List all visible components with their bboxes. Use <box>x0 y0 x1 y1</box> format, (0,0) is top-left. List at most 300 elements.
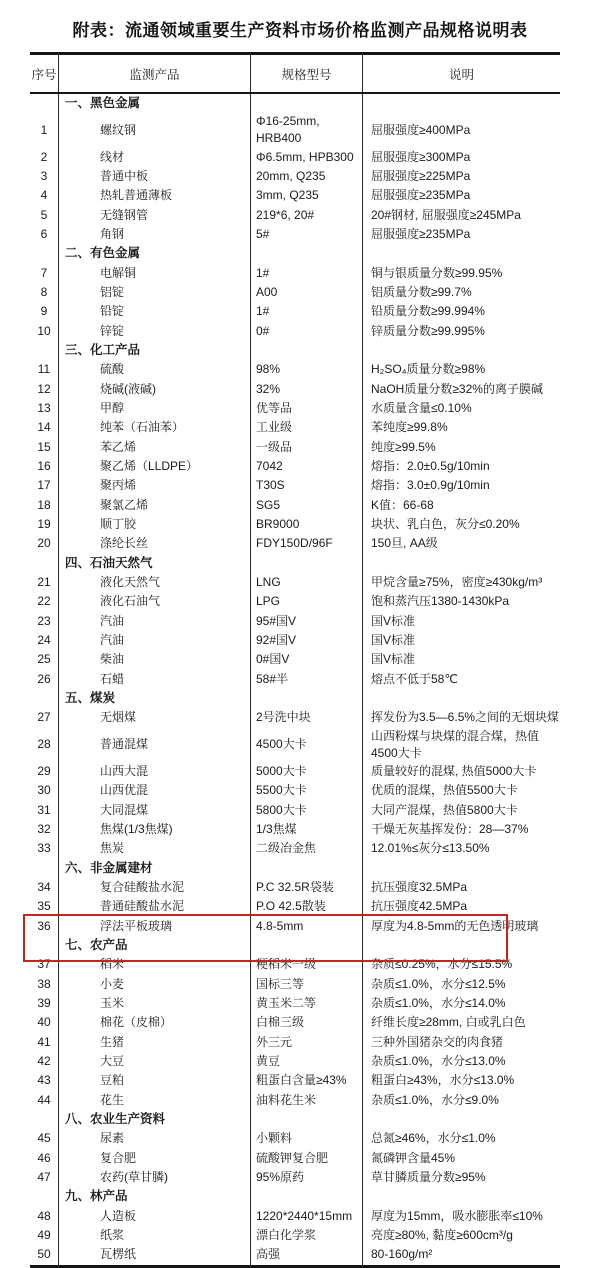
cell-desc <box>363 689 560 708</box>
cell-no: 29 <box>30 762 59 781</box>
table-row <box>30 1245 560 1264</box>
table-row <box>30 1129 560 1148</box>
table-row <box>30 994 560 1013</box>
cell-no: 26 <box>30 670 59 689</box>
cell-product: 山西大混 <box>59 762 251 781</box>
cell-product: 线材 <box>59 147 251 166</box>
cell-desc: 水质量含量≤0.10% <box>371 400 472 415</box>
cell-product: 农药(草甘膦) <box>59 1168 251 1187</box>
section-row <box>30 554 560 573</box>
cell-no: 21 <box>30 573 59 592</box>
cell-spec: 58#半 <box>251 670 363 689</box>
table-row <box>30 263 560 282</box>
cell-desc: 块状、乳白色，灰分≤0.20% <box>371 517 520 532</box>
cell-no: 13 <box>30 399 59 418</box>
cell-no: 1 <box>30 113 59 147</box>
section-row <box>30 936 560 955</box>
cell-desc: 熔指：2.0±0.5g/10min <box>371 459 490 474</box>
cell-spec <box>251 341 363 360</box>
cell-product: 纯苯（石油苯） <box>59 418 251 437</box>
cell-no: 32 <box>30 820 59 839</box>
cell-product: 瓦楞纸 <box>59 1245 251 1264</box>
section-row <box>30 1110 560 1129</box>
cell-spec: 20mm, Q235 <box>251 167 363 186</box>
table-row <box>30 573 560 592</box>
cell-desc: 屈服强度≥225MPa <box>371 168 471 183</box>
cell-desc: 杂质≤0.25%，水分≤15.5% <box>371 957 513 972</box>
cell-no: 2 <box>30 147 59 166</box>
cell-no: 50 <box>30 1245 59 1264</box>
cell-spec: LNG <box>251 573 363 592</box>
cell-no: 6 <box>30 225 59 244</box>
cell-product: 焦煤(1/3焦煤) <box>59 820 251 839</box>
cell-spec: 1# <box>251 263 363 282</box>
section-row <box>30 244 560 263</box>
cell-product: 液化天然气 <box>59 573 251 592</box>
cell-no <box>30 1187 59 1206</box>
cell-desc: 抗压强度32.5MPa <box>371 879 468 894</box>
cell-desc: 甲烷含量≥75%，密度≥430kg/m³ <box>371 575 543 590</box>
cell-no: 3 <box>30 167 59 186</box>
cell-product: 甲醇 <box>59 399 251 418</box>
cell-spec <box>251 858 363 877</box>
table-row <box>30 800 560 819</box>
cell-desc: 挥发份为3.5—6.5%之间的无烟块煤 <box>371 710 560 725</box>
cell-no: 44 <box>30 1091 59 1110</box>
cell-desc: 山西粉煤与块煤的混合煤，热值4500大卡 <box>371 728 540 760</box>
cell-spec: 白棉三级 <box>251 1013 363 1032</box>
cell-product: 浮法平板玻璃 <box>59 916 251 935</box>
cell-product: 涤纶长丝 <box>59 534 251 553</box>
cell-desc: 杂质≤1.0%，水分≤9.0% <box>371 1092 499 1107</box>
cell-no <box>30 341 59 360</box>
cell-desc: 国V标准 <box>371 652 416 667</box>
cell-spec: 国标三等 <box>251 974 363 993</box>
table-row <box>30 670 560 689</box>
table-row <box>30 302 560 321</box>
table-header-row <box>30 55 560 94</box>
cell-product: 复合肥 <box>59 1149 251 1168</box>
cell-product: 山西优混 <box>59 781 251 800</box>
cell-spec: 黄玉米二等 <box>251 994 363 1013</box>
cell-spec: 3mm, Q235 <box>251 186 363 205</box>
spec-table <box>30 52 560 1268</box>
cell-spec: 1# <box>251 302 363 321</box>
cell-spec: 4500大卡 <box>251 728 363 762</box>
cell-desc: 质量较好的混煤, 热值5000大卡 <box>371 763 537 778</box>
cell-no: 35 <box>30 897 59 916</box>
section-label: 三、化工产品 <box>59 341 251 360</box>
cell-no: 19 <box>30 515 59 534</box>
cell-product: 汽油 <box>59 631 251 650</box>
cell-product: 纸浆 <box>59 1226 251 1245</box>
cell-spec: 219*6, 20# <box>251 205 363 224</box>
section-label: 九、林产品 <box>59 1187 251 1206</box>
table-row <box>30 1032 560 1051</box>
cell-product: 普通混煤 <box>59 728 251 762</box>
table-row <box>30 438 560 457</box>
cell-product: 铅锭 <box>59 302 251 321</box>
cell-no: 16 <box>30 457 59 476</box>
table-row <box>30 283 560 302</box>
cell-spec: 5000大卡 <box>251 762 363 781</box>
cell-desc: 苯纯度≥99.8% <box>371 420 448 435</box>
cell-desc: 80-160g/m² <box>371 1247 433 1262</box>
table-row <box>30 1013 560 1032</box>
cell-desc: H₂SO₄质量分数≥98% <box>371 362 486 377</box>
cell-no: 46 <box>30 1149 59 1168</box>
cell-desc: 杂质≤1.0%，水分≤13.0% <box>371 1053 506 1068</box>
cell-spec <box>251 936 363 955</box>
cell-spec: 95#国V <box>251 612 363 631</box>
cell-product: 棉花（皮棉） <box>59 1013 251 1032</box>
cell-spec: 5800大卡 <box>251 800 363 819</box>
cell-product: 稻米 <box>59 955 251 974</box>
cell-no: 40 <box>30 1013 59 1032</box>
cell-spec: 5# <box>251 225 363 244</box>
cell-spec: LPG <box>251 592 363 611</box>
section-label: 二、有色金属 <box>59 244 251 263</box>
section-label: 四、石油天然气 <box>59 554 251 573</box>
cell-desc <box>363 94 560 113</box>
cell-no: 33 <box>30 839 59 858</box>
cell-spec: 油料花生米 <box>251 1091 363 1110</box>
cell-product: 苯乙烯 <box>59 438 251 457</box>
cell-spec <box>251 554 363 573</box>
cell-spec: BR9000 <box>251 515 363 534</box>
section-label: 一、黑色金属 <box>59 94 251 113</box>
cell-no: 14 <box>30 418 59 437</box>
table-row <box>30 379 560 398</box>
cell-spec: 95%原药 <box>251 1168 363 1187</box>
table-row <box>30 1207 560 1226</box>
cell-desc: 屈服强度≥300MPa <box>371 149 471 164</box>
cell-desc: 亮度≥80%, 黏度≥600cm³/g <box>371 1228 513 1243</box>
table-row <box>30 631 560 650</box>
cell-no: 28 <box>30 728 59 762</box>
cell-desc: 草甘膦质量分数≥95% <box>371 1170 486 1185</box>
cell-no: 8 <box>30 283 59 302</box>
table-row <box>30 1226 560 1245</box>
cell-desc: 锌质量分数≥99.995% <box>371 323 485 338</box>
cell-desc <box>363 554 560 573</box>
cell-no <box>30 554 59 573</box>
cell-no: 22 <box>30 592 59 611</box>
cell-no: 27 <box>30 708 59 727</box>
cell-no: 34 <box>30 878 59 897</box>
cell-spec <box>251 244 363 263</box>
cell-desc: 熔指：3.0±0.9g/10min <box>371 478 490 493</box>
section-row <box>30 94 560 113</box>
cell-product: 大同混煤 <box>59 800 251 819</box>
cell-desc: 屈服强度≥235MPa <box>371 188 471 203</box>
table-row <box>30 897 560 916</box>
table-row <box>30 1149 560 1168</box>
cell-spec: 5500大卡 <box>251 781 363 800</box>
cell-spec: 0#国V <box>251 650 363 669</box>
cell-no <box>30 936 59 955</box>
cell-spec: 优等品 <box>251 399 363 418</box>
cell-no <box>30 94 59 113</box>
table-row <box>30 1052 560 1071</box>
section-row <box>30 858 560 877</box>
cell-spec: 0# <box>251 321 363 340</box>
cell-desc: NaOH质量分数≥32%的离子膜碱 <box>371 381 543 396</box>
cell-product: 顺丁胶 <box>59 515 251 534</box>
table-row <box>30 113 560 147</box>
cell-spec: T30S <box>251 476 363 495</box>
table-row <box>30 592 560 611</box>
cell-product: 螺纹钢 <box>59 113 251 147</box>
cell-desc: 大同产混煤，热值5800大卡 <box>371 802 518 817</box>
cell-no: 5 <box>30 205 59 224</box>
page-title: 附表：流通领域重要生产资料市场价格监测产品规格说明表 <box>72 21 528 40</box>
cell-desc: 铅质量分数≥99.994% <box>371 304 485 319</box>
cell-no: 7 <box>30 263 59 282</box>
cell-spec: 黄豆 <box>251 1052 363 1071</box>
cell-spec <box>251 689 363 708</box>
cell-no: 42 <box>30 1052 59 1071</box>
cell-no: 39 <box>30 994 59 1013</box>
cell-no <box>30 689 59 708</box>
section-row <box>30 689 560 708</box>
cell-product: 花生 <box>59 1091 251 1110</box>
cell-product: 电解铜 <box>59 263 251 282</box>
table-row <box>30 762 560 781</box>
table-row <box>30 781 560 800</box>
cell-no: 12 <box>30 379 59 398</box>
cell-no: 4 <box>30 186 59 205</box>
table-row <box>30 878 560 897</box>
cell-desc: 杂质≤1.0%，水分≤12.5% <box>371 976 506 991</box>
cell-spec: P.C 32.5R袋装 <box>251 878 363 897</box>
cell-no: 45 <box>30 1129 59 1148</box>
cell-product: 柴油 <box>59 650 251 669</box>
cell-product: 豆粕 <box>59 1071 251 1090</box>
section-label: 七、农产品 <box>59 936 251 955</box>
cell-product: 生猪 <box>59 1032 251 1051</box>
cell-desc: 氮磷钾含量45% <box>371 1150 456 1165</box>
cell-product: 普通硅酸盐水泥 <box>59 897 251 916</box>
cell-product: 角钢 <box>59 225 251 244</box>
cell-spec: FDY150D/96F <box>251 534 363 553</box>
cell-desc: 饱和蒸汽压1380-1430kPa <box>371 594 510 609</box>
table-row <box>30 955 560 974</box>
cell-desc: 三种外国猪杂交的肉食猪 <box>371 1034 504 1049</box>
cell-desc: 150旦, AA级 <box>371 536 438 551</box>
cell-no: 47 <box>30 1168 59 1187</box>
cell-product: 无烟煤 <box>59 708 251 727</box>
cell-no: 38 <box>30 974 59 993</box>
section-row <box>30 1187 560 1206</box>
cell-no: 37 <box>30 955 59 974</box>
cell-spec: 粳稻米一级 <box>251 955 363 974</box>
cell-no <box>30 858 59 877</box>
cell-no: 17 <box>30 476 59 495</box>
cell-desc <box>363 1110 560 1129</box>
cell-spec <box>251 1110 363 1129</box>
cell-spec: 4.8-5mm <box>251 916 363 935</box>
cell-no: 48 <box>30 1207 59 1226</box>
cell-spec: 32% <box>251 379 363 398</box>
table-row <box>30 839 560 858</box>
cell-spec: 二级冶金焦 <box>251 839 363 858</box>
cell-product: 聚丙烯 <box>59 476 251 495</box>
header-col-product: 监测产品 <box>59 55 251 92</box>
cell-desc: 干燥无灰基挥发份：28—37% <box>371 821 529 836</box>
cell-spec <box>251 1187 363 1206</box>
cell-no: 20 <box>30 534 59 553</box>
cell-desc: 铜与银质量分数≥99.95% <box>371 265 503 280</box>
cell-no: 30 <box>30 781 59 800</box>
table-row <box>30 534 560 553</box>
cell-no: 15 <box>30 438 59 457</box>
cell-no: 31 <box>30 800 59 819</box>
table-row <box>30 1168 560 1187</box>
table-row <box>30 650 560 669</box>
cell-spec: 92#国V <box>251 631 363 650</box>
cell-spec: 2号洗中块 <box>251 708 363 727</box>
table-row <box>30 205 560 224</box>
cell-desc <box>363 244 560 263</box>
cell-product: 石蜡 <box>59 670 251 689</box>
cell-spec: 一级品 <box>251 438 363 457</box>
cell-product: 尿素 <box>59 1129 251 1148</box>
cell-spec: SG5 <box>251 496 363 515</box>
cell-spec: 外三元 <box>251 1032 363 1051</box>
cell-desc: 优质的混煤，热值5500大卡 <box>371 783 518 798</box>
cell-spec: 98% <box>251 360 363 379</box>
cell-desc: 熔点不低于58℃ <box>371 671 458 686</box>
table-row <box>30 186 560 205</box>
cell-spec: A00 <box>251 283 363 302</box>
cell-product: 聚乙烯（LLDPE） <box>59 457 251 476</box>
cell-product: 锌锭 <box>59 321 251 340</box>
cell-spec: Φ16-25mm, HRB400 <box>251 113 363 147</box>
cell-desc: 屈服强度≥400MPa <box>371 122 471 137</box>
table-row <box>30 476 560 495</box>
cell-no: 11 <box>30 360 59 379</box>
section-row <box>30 341 560 360</box>
cell-product: 无缝钢管 <box>59 205 251 224</box>
cell-spec: 高强 <box>251 1245 363 1264</box>
cell-desc: 杂质≤1.0%，水分≤14.0% <box>371 995 506 1010</box>
table-row <box>30 916 560 935</box>
section-label: 六、非金属建材 <box>59 858 251 877</box>
table-row <box>30 321 560 340</box>
cell-no: 41 <box>30 1032 59 1051</box>
table-row <box>30 399 560 418</box>
cell-product: 硫酸 <box>59 360 251 379</box>
cell-no: 36 <box>30 916 59 935</box>
cell-desc: K值：66-68 <box>371 497 434 512</box>
cell-product: 玉米 <box>59 994 251 1013</box>
cell-no: 43 <box>30 1071 59 1090</box>
table-row <box>30 147 560 166</box>
cell-product: 普通中板 <box>59 167 251 186</box>
table-row <box>30 457 560 476</box>
cell-product: 大豆 <box>59 1052 251 1071</box>
table-body <box>30 94 560 1268</box>
table-row <box>30 612 560 631</box>
cell-no: 10 <box>30 321 59 340</box>
cell-product: 热轧普通薄板 <box>59 186 251 205</box>
cell-product: 焦炭 <box>59 839 251 858</box>
cell-product: 复合硅酸盐水泥 <box>59 878 251 897</box>
cell-desc: 抗压强度42.5MPa <box>371 899 468 914</box>
table-row <box>30 708 560 727</box>
cell-spec: 7042 <box>251 457 363 476</box>
table-row <box>30 820 560 839</box>
table-row <box>30 360 560 379</box>
cell-no: 25 <box>30 650 59 669</box>
cell-no: 24 <box>30 631 59 650</box>
cell-no <box>30 1110 59 1129</box>
cell-desc: 20#钢材, 屈服强度≥245MPa <box>371 207 521 222</box>
cell-desc: 纯度≥99.5% <box>371 439 436 454</box>
cell-spec: Φ6.5mm, HPB300 <box>251 147 363 166</box>
cell-no: 23 <box>30 612 59 631</box>
cell-desc <box>363 341 560 360</box>
cell-desc <box>363 858 560 877</box>
table-row <box>30 1091 560 1110</box>
cell-desc: 粗蛋白≥43%，水分≤13.0% <box>371 1073 515 1088</box>
cell-spec: 1/3焦煤 <box>251 820 363 839</box>
table-row <box>30 418 560 437</box>
cell-spec <box>251 94 363 113</box>
cell-spec: 硫酸钾复合肥 <box>251 1149 363 1168</box>
header-col-spec: 规格型号 <box>251 55 363 92</box>
cell-product: 液化石油气 <box>59 592 251 611</box>
cell-no <box>30 244 59 263</box>
cell-desc: 厚度为4.8-5mm的无色透明玻璃 <box>371 918 539 933</box>
cell-no: 49 <box>30 1226 59 1245</box>
header-col-desc: 说明 <box>448 67 474 82</box>
cell-product: 小麦 <box>59 974 251 993</box>
cell-desc: 屈服强度≥235MPa <box>371 226 471 241</box>
cell-product: 铝锭 <box>59 283 251 302</box>
table-row <box>30 974 560 993</box>
cell-desc: 国V标准 <box>371 633 416 648</box>
table-row <box>30 728 560 762</box>
cell-desc: 总氮≥46%，水分≤1.0% <box>371 1131 496 1146</box>
cell-product: 烧碱(液碱) <box>59 379 251 398</box>
cell-spec: 粗蛋白含量≥43% <box>251 1071 363 1090</box>
cell-desc: 厚度为15mm，吸水膨胀率≤10% <box>371 1208 543 1223</box>
table-row <box>30 1071 560 1090</box>
table-row <box>30 167 560 186</box>
cell-product: 人造板 <box>59 1207 251 1226</box>
cell-no: 9 <box>30 302 59 321</box>
cell-spec: 漂白化学浆 <box>251 1226 363 1245</box>
cell-spec: P.O 42.5散装 <box>251 897 363 916</box>
cell-product: 聚氯乙烯 <box>59 496 251 515</box>
cell-desc <box>363 936 560 955</box>
cell-desc: 12.01%≤灰分≤13.50% <box>371 841 490 856</box>
cell-spec: 1220*2440*15mm <box>251 1207 363 1226</box>
cell-product: 汽油 <box>59 612 251 631</box>
cell-no: 18 <box>30 496 59 515</box>
section-label: 五、煤炭 <box>59 689 251 708</box>
cell-spec: 工业级 <box>251 418 363 437</box>
section-label: 八、农业生产资料 <box>59 1110 251 1129</box>
cell-desc <box>363 1187 560 1206</box>
header-col-no: 序号 <box>30 55 59 92</box>
cell-desc: 铝质量分数≥99.7% <box>371 284 472 299</box>
table-row <box>30 496 560 515</box>
table-row <box>30 225 560 244</box>
table-row <box>30 515 560 534</box>
